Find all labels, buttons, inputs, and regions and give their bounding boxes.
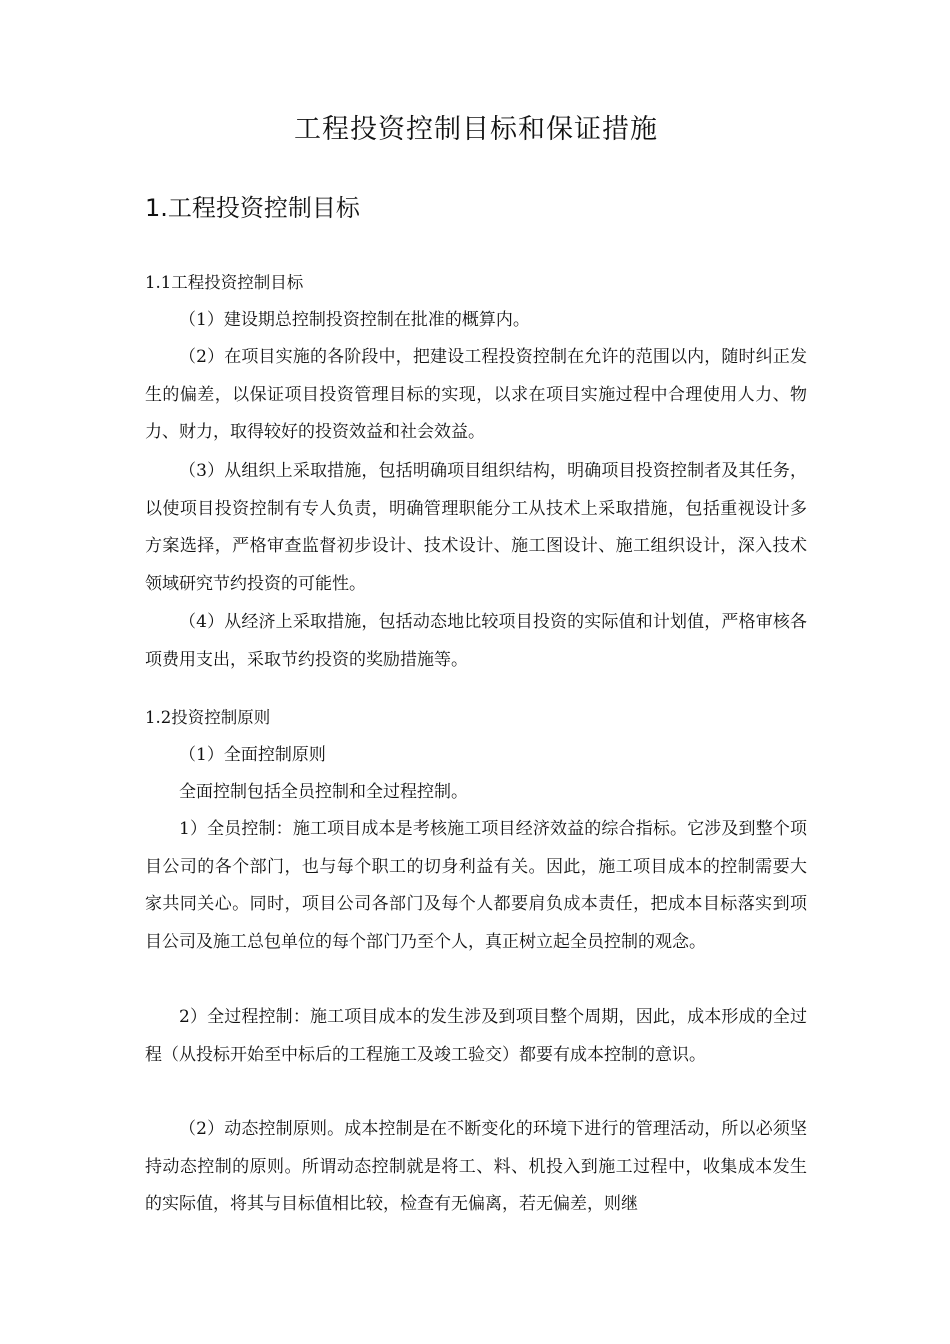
section-heading-1: 1.工程投资控制目标 — [145, 194, 360, 222]
document-title: 工程投资控制目标和保证措施 — [294, 114, 658, 145]
paragraph-1-2-4: 2）全过程控制：施工项目成本的发生涉及到项目整个周期，因此，成本形成的全过程（从投标开始至中标后的工程施工及竣工验交）都要有成本控制的意识。 — [145, 1007, 807, 1065]
paragraph-1-2-5: （2）动态控制原则。成本控制是在不断变化的环境下进行的管理活动，所以必须坚持动态控制的原则。所谓动态控制就是将工、料、机投入到施工过程中，收集成本发生的实际值，将其与目标值相比较，检查有无偏离，若无偏差，则继 — [145, 1119, 807, 1214]
subsection-heading-1-1: 1.1工程投资控制目标 — [145, 273, 304, 292]
paragraph-1-2-3: 1）全员控制：施工项目成本是考核施工项目经济效益的综合指标。它涉及到整个项目公司的各个部门，也与每个职工的切身利益有关。因此，施工项目成本的控制需要大家共同关心。同时，项目公司各部门及每个人都要肩负成本责任，把成本目标落实到项目公司及施工总包单位的每个部门乃至个人，真正树立起全员控制的观念。 — [145, 819, 807, 952]
paragraph-1-1-item-1: （1）建设期总控制投资控制在批准的概算内。 — [179, 310, 530, 330]
paragraph-1-1-item-2: （2）在项目实施的各阶段中，把建设工程投资控制在允许的范围以内，随时纠正发生的偏差，以保证项目投资管理目标的实现，以求在项目实施过程中合理使用人力、物力、财力，取得较好的投资效益和社会效益。 — [145, 347, 807, 442]
paragraph-1-2-1: （1）全面控制原则 — [179, 745, 326, 765]
subsection-heading-1-2: 1.2投资控制原则 — [145, 708, 271, 727]
paragraph-1-2-2: 全面控制包括全员控制和全过程控制。 — [179, 782, 468, 802]
paragraph-1-1-item-4: （4）从经济上采取措施，包括动态地比较项目投资的实际值和计划值，严格审核各项费用支出，采取节约投资的奖励措施等。 — [145, 612, 807, 670]
paragraph-1-1-item-3: （3）从组织上采取措施，包括明确项目组织结构，明确项目投资控制者及其任务，以使项目投资控制有专人负责，明确管理职能分工从技术上采取措施，包括重视设计多方案选择，严格审查监督初步设计、技术设计、施工图设计、施工组织设计，深入技术领域研究节约投资的可能性。 — [145, 461, 807, 594]
